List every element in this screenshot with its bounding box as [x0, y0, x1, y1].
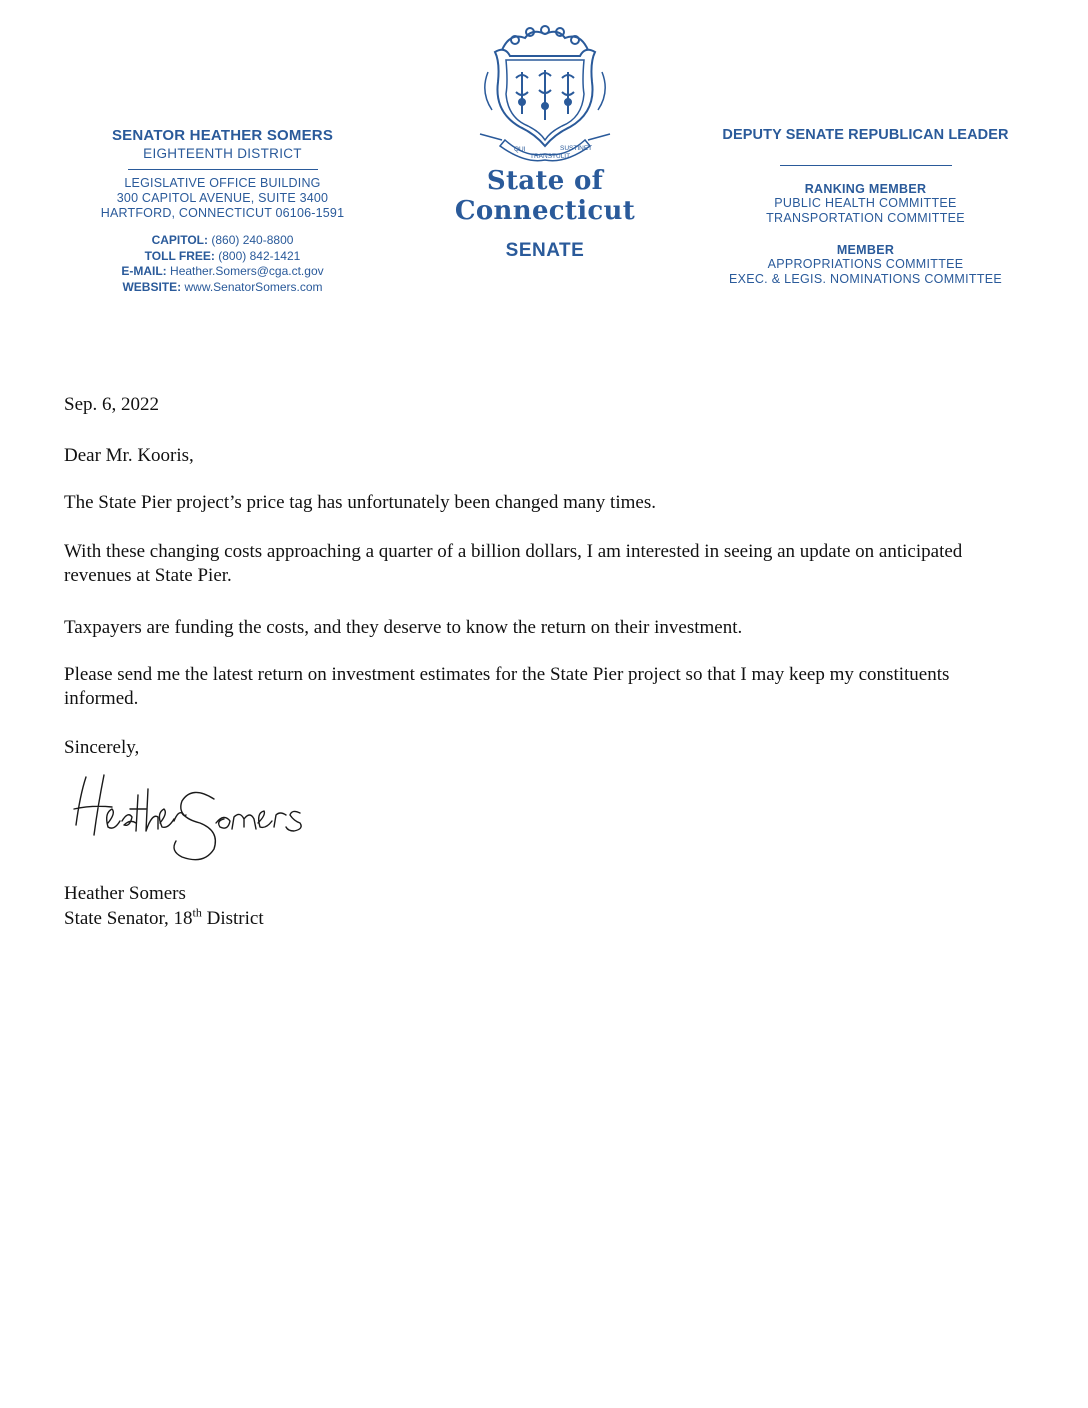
handwritten-signature [64, 765, 324, 875]
letterhead-center [395, 22, 695, 262]
email [100, 264, 345, 280]
leadership-title: DEPUTY SENATE REPUBLICAN LEADER [722, 127, 1009, 143]
letter-date: Sep. 6, 2022 [64, 394, 159, 415]
tollfree-value: (800) 842-1421 [218, 248, 301, 263]
tollfree-phone [100, 249, 345, 265]
senator-name: SENATOR HEATHER SOMERS [111, 127, 334, 144]
signer-title-sup: th [192, 905, 202, 920]
sender-info-block [100, 127, 345, 295]
senate-label: SENATE [505, 240, 585, 261]
motto-left: QUI [514, 146, 526, 153]
motto-mid: TRANSTULIT [530, 153, 571, 160]
website [100, 280, 345, 296]
motto-right: SUSTINET [560, 145, 593, 152]
body-paragraph-3: Taxpayers are funding the costs, and they deserve to know the return on their investment. [64, 617, 743, 638]
body-paragraph-4: Please send me the latest return on investment estimates for the State Pier project so that I may keep my constituents informed. [64, 664, 950, 709]
email-label: E-MAIL: [121, 264, 167, 278]
address-line-2: 300 CAPITOL AVENUE, SUITE 3400 [116, 191, 329, 205]
member-committee-1: APPROPRIATIONS COMMITTEE [767, 257, 964, 271]
email-value: Heather.Somers@cga.ct.gov [170, 264, 324, 278]
ranking-member-label: RANKING MEMBER [804, 182, 927, 196]
address-line-3: HARTFORD, CONNECTICUT 06106-1591 [100, 206, 345, 220]
district-name: EIGHTEENTH DISTRICT [143, 146, 302, 161]
ranking-committee-2: TRANSPORTATION COMMITTEE [766, 210, 965, 225]
capitol-value: (860) 240-8800 [211, 233, 294, 247]
address-line-1: LEGISLATIVE OFFICE BUILDING [124, 176, 321, 190]
tollfree-label: TOLL FREE: [144, 248, 215, 263]
divider [780, 165, 952, 166]
state-title: State of Connecticut [454, 166, 636, 226]
ranking-committee-1: PUBLIC HEALTH COMMITTEE [774, 196, 957, 210]
capitol-phone [100, 233, 345, 249]
body-paragraph-2: With these changing costs approaching a quarter of a billion dollars, I am interested in seeing an update on anticipated revenues at State Pier. [64, 541, 963, 586]
signer-name: Heather Somers [64, 883, 186, 904]
signer-title [64, 907, 264, 931]
salutation: Dear Mr. Kooris, [64, 445, 194, 466]
member-committee-2: EXEC. & LEGIS. NOMINATIONS COMMITTEE [728, 271, 1003, 286]
divider [128, 169, 318, 170]
contact-block [100, 233, 345, 295]
website-value: www.SenatorSomers.com [184, 279, 323, 294]
website-label: WEBSITE: [122, 279, 182, 294]
roles-block [713, 127, 1018, 286]
signer-title-prefix: State Senator, 18 [64, 908, 193, 929]
body-paragraph-1: The State Pier project’s price tag has unfortunately been changed many times. [64, 492, 656, 513]
closing: Sincerely, [64, 737, 140, 758]
state-seal-icon [450, 22, 640, 162]
signature-text: Heather Somers [64, 765, 71, 766]
signer-title-suffix: District [201, 908, 264, 929]
member-label: MEMBER [836, 243, 895, 257]
capitol-label: CAPITOL: [151, 233, 209, 247]
